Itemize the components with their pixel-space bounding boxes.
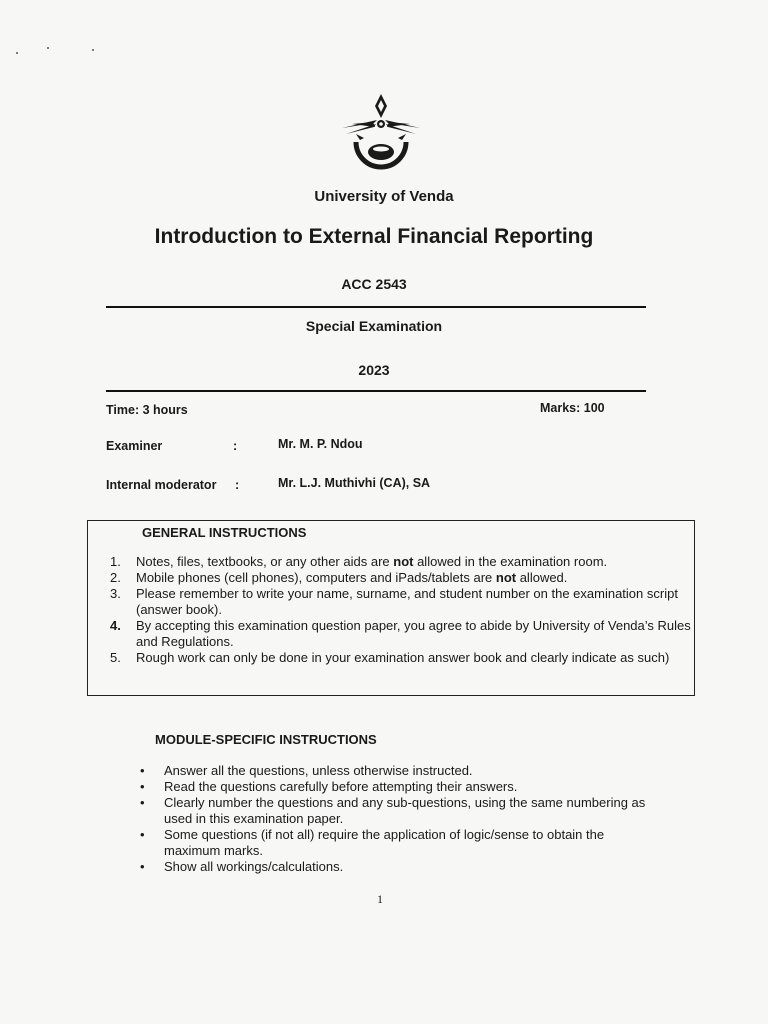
divider-top xyxy=(106,306,646,308)
exam-type: Special Examination xyxy=(305,318,443,334)
exam-total-marks: Marks: 100 xyxy=(540,401,605,415)
module-instructions-title: MODULE-SPECIFIC INSTRUCTIONS xyxy=(155,732,377,747)
list-item: 3. Please remember to write your name, surname, and student number on the examination script (answer book). xyxy=(110,586,678,617)
module-instructions-list xyxy=(140,763,660,875)
university-crest-icon xyxy=(336,90,426,184)
examiner-label: Examiner xyxy=(106,439,163,453)
scan-speck xyxy=(92,49,94,51)
course-code: ACC 2543 xyxy=(341,276,407,292)
exam-duration: Time: 3 hours xyxy=(106,403,188,417)
page-number: 1 xyxy=(377,892,383,906)
list-item: • Show all workings/calculations. xyxy=(140,859,344,874)
bullet-icon: • xyxy=(140,859,145,874)
course-title: Introduction to External Financial Reporting xyxy=(154,225,594,248)
list-item: • Answer all the questions, unless otherwise instructed. xyxy=(140,763,473,778)
scan-speck xyxy=(47,47,49,49)
exam-year: 2023 xyxy=(358,362,390,378)
list-item: • Read the questions carefully before attempting their answers. xyxy=(140,779,518,794)
scan-speck xyxy=(16,52,18,54)
bullet-icon: • xyxy=(140,827,145,842)
list-item: • Clearly number the questions and any sub-questions, using the same numbering as used in this examination paper. xyxy=(140,795,646,826)
bullet-icon: • xyxy=(140,763,145,778)
moderator-separator: : xyxy=(235,478,240,492)
university-name: University of Venda xyxy=(314,188,454,205)
general-instructions-title: GENERAL INSTRUCTIONS xyxy=(142,525,307,540)
list-item: 1. Notes, files, textbooks, or any other aids are not allowed in the examination room. xyxy=(110,554,608,569)
moderator-name: Mr. L.J. Muthivhi (CA), SA xyxy=(278,476,431,490)
examiner-name: Mr. M. P. Ndou xyxy=(278,437,363,451)
list-item: 5. Rough work can only be done in your examination answer book and clearly indicate as such) xyxy=(110,650,670,665)
list-item: 4. By accepting this examination question paper, you agree to abide by University of Venda’s Rules and Regulations. xyxy=(110,618,691,649)
divider-bottom xyxy=(106,390,646,392)
examiner-separator: : xyxy=(233,439,238,453)
bullet-icon: • xyxy=(140,779,145,794)
moderator-label: Internal moderator xyxy=(106,478,217,492)
list-item: 2. Mobile phones (cell phones), computers and iPads/tablets are not allowed. xyxy=(110,570,568,585)
bullet-icon: • xyxy=(140,795,145,810)
list-item: • Some questions (if not all) require the application of logic/sense to obtain the maximum marks. xyxy=(140,827,605,858)
general-instructions-list xyxy=(110,554,695,666)
